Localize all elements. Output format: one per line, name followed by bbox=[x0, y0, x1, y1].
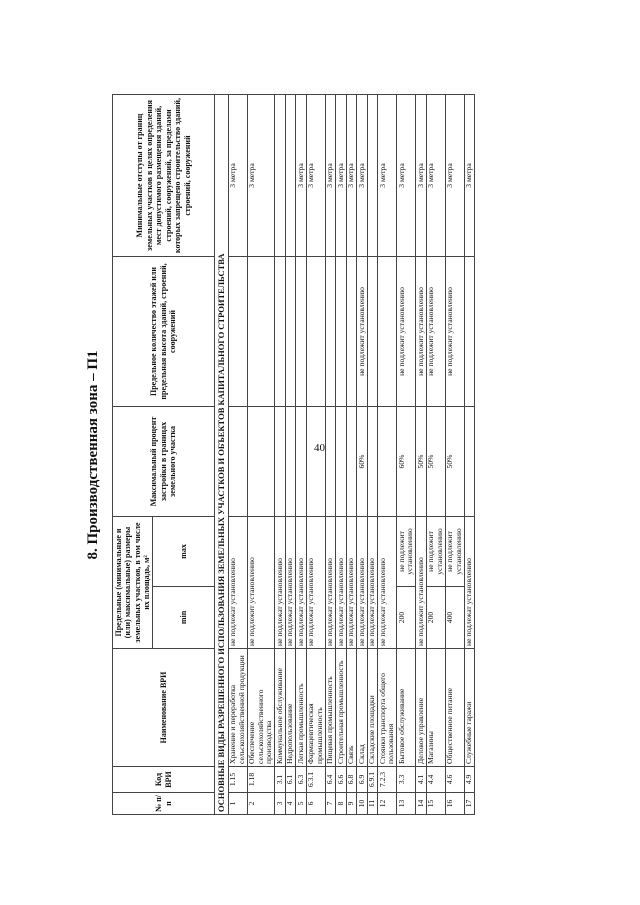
cell-setback bbox=[275, 95, 286, 257]
cell-pct bbox=[325, 407, 336, 517]
cell-floors bbox=[228, 257, 247, 407]
cell-n: 6 bbox=[306, 793, 325, 815]
cell-n: 7 bbox=[325, 793, 336, 815]
header-max: max bbox=[153, 517, 215, 587]
cell-pct bbox=[247, 407, 275, 517]
cell-name: Строительная промышленность bbox=[336, 649, 347, 767]
cell-floors bbox=[346, 257, 357, 407]
cell-n: 12 bbox=[378, 793, 397, 815]
cell-floors bbox=[367, 257, 378, 407]
table-row bbox=[336, 95, 347, 815]
table-row bbox=[378, 95, 397, 815]
cell-name: Магазины bbox=[426, 649, 445, 767]
cell-min: 200 bbox=[426, 587, 445, 649]
cell-size: не подлежит установлению bbox=[416, 517, 427, 649]
section-heading: ОСНОВНЫЕ ВИДЫ РАЗРЕШЕННОГО ИСПОЛЬЗОВАНИЯ ЗЕМЕЛЬНЫХ УЧАСТКОВ И ОБЪЕКТОВ КАПИТАЛЬНОГО СТРОИТЕЛЬСТВА bbox=[215, 95, 229, 815]
table-row bbox=[367, 95, 378, 815]
table-row bbox=[247, 95, 275, 815]
cell-name: Легкая промышленность bbox=[296, 649, 307, 767]
cell-n: 1 bbox=[228, 793, 247, 815]
cell-n: 15 bbox=[426, 793, 445, 815]
cell-setback: 3 метра bbox=[336, 95, 347, 257]
cell-setback: 3 метра bbox=[426, 95, 445, 257]
cell-size: не подлежат установлению bbox=[336, 517, 347, 649]
cell-pct: 50% bbox=[445, 407, 464, 517]
cell-code: 3.3 bbox=[397, 767, 416, 793]
cell-n: 10 bbox=[357, 793, 368, 815]
cell-setback: 3 метра bbox=[247, 95, 275, 257]
cell-n: 3 bbox=[275, 793, 286, 815]
cell-setback bbox=[367, 95, 378, 257]
cell-size: не подлежат установлению bbox=[346, 517, 357, 649]
cell-pct bbox=[367, 407, 378, 517]
table-row bbox=[464, 95, 475, 815]
cell-pct: 60% bbox=[357, 407, 368, 517]
cell-setback: 3 метра bbox=[378, 95, 397, 257]
cell-floors bbox=[285, 257, 296, 407]
cell-code: 6.8 bbox=[346, 767, 357, 793]
cell-code: 1.15 bbox=[228, 767, 247, 793]
cell-pct: 50% bbox=[416, 407, 427, 517]
cell-n: 13 bbox=[397, 793, 416, 815]
cell-code: 4.9 bbox=[464, 767, 475, 793]
header-code: Код ВРИ bbox=[113, 767, 215, 793]
cell-code: 4.6 bbox=[445, 767, 464, 793]
cell-name: Склад bbox=[357, 649, 368, 767]
cell-code: 4.4 bbox=[426, 767, 445, 793]
cell-n: 17 bbox=[464, 793, 475, 815]
table-row bbox=[228, 95, 247, 815]
header-name: Наименование ВРИ bbox=[113, 649, 215, 767]
cell-n: 14 bbox=[416, 793, 427, 815]
cell-pct bbox=[336, 407, 347, 517]
cell-min: 200 bbox=[397, 587, 416, 649]
cell-name: Деловое управление bbox=[416, 649, 427, 767]
cell-floors bbox=[336, 257, 347, 407]
cell-floors: не подлежит установлению bbox=[416, 257, 427, 407]
header-min: min bbox=[153, 587, 215, 649]
cell-setback: 3 метра bbox=[445, 95, 464, 257]
table-row bbox=[306, 95, 325, 815]
table-row bbox=[357, 95, 368, 815]
cell-name: Связь bbox=[346, 649, 357, 767]
cell-setback bbox=[285, 95, 296, 257]
cell-floors: не подлежит установлению bbox=[397, 257, 416, 407]
table-row bbox=[397, 95, 416, 815]
cell-code: 4.1 bbox=[416, 767, 427, 793]
cell-size: не подлежат установлению bbox=[296, 517, 307, 649]
cell-code: 6.3 bbox=[296, 767, 307, 793]
cell-size: не подлежат установлению bbox=[378, 517, 397, 649]
header-percent: Максимальный процент застройки в границах земельного участка bbox=[113, 407, 215, 517]
cell-name: Фармацевтическая промышленность bbox=[306, 649, 325, 767]
header-floors: Предельное количество этажей или предельная высота зданий, строений, сооружений bbox=[113, 257, 215, 407]
table-row bbox=[275, 95, 286, 815]
cell-pct bbox=[296, 407, 307, 517]
cell-floors bbox=[296, 257, 307, 407]
cell-setback: 3 метра bbox=[357, 95, 368, 257]
cell-size: не подлежат установлению bbox=[325, 517, 336, 649]
cell-pct bbox=[346, 407, 357, 517]
cell-max: не подлежит установлению bbox=[445, 517, 464, 587]
cell-pct: 50% bbox=[426, 407, 445, 517]
cell-n: 2 bbox=[247, 793, 275, 815]
table-row bbox=[296, 95, 307, 815]
cell-setback: 3 метра bbox=[464, 95, 475, 257]
cell-name: Обеспечение сельскохозяйственного производства bbox=[247, 649, 275, 767]
cell-floors: не подлежит установлению bbox=[357, 257, 368, 407]
cell-floors bbox=[378, 257, 397, 407]
cell-size: не подлежат установлению bbox=[275, 517, 286, 649]
cell-max: не подлежит установлению bbox=[426, 517, 445, 587]
cell-setback: 3 метра bbox=[296, 95, 307, 257]
cell-code: 6.3.1 bbox=[306, 767, 325, 793]
cell-floors: не подлежит установлению bbox=[445, 257, 464, 407]
cell-floors bbox=[325, 257, 336, 407]
cell-code: 6.6 bbox=[336, 767, 347, 793]
cell-n: 16 bbox=[445, 793, 464, 815]
cell-pct bbox=[228, 407, 247, 517]
table-row bbox=[346, 95, 357, 815]
rotated-content bbox=[82, 95, 502, 815]
cell-setback: 3 метра bbox=[306, 95, 325, 257]
cell-name: Коммунальное обслуживание bbox=[275, 649, 286, 767]
cell-pct bbox=[464, 407, 475, 517]
zone-table bbox=[112, 94, 475, 815]
header-setback: Минимальные отступы от границ земельных участков в целях определения мест допустимого размещения зданий, строений, сооружений, за пределами которых запрещено строительство зданий, строений, сооружений bbox=[113, 95, 215, 257]
header-num: № п/п bbox=[113, 793, 215, 815]
cell-setback: 3 метра bbox=[228, 95, 247, 257]
cell-size: не подлежат установлению bbox=[285, 517, 296, 649]
cell-name: Недропользование bbox=[285, 649, 296, 767]
cell-setback: 3 метра bbox=[346, 95, 357, 257]
cell-pct bbox=[378, 407, 397, 517]
cell-name: Складские площадки bbox=[367, 649, 378, 767]
cell-size: не подлежат установлению bbox=[367, 517, 378, 649]
cell-pct bbox=[285, 407, 296, 517]
page-number: 40 bbox=[314, 442, 325, 454]
table-row bbox=[445, 95, 464, 815]
cell-name: Общественное питание bbox=[445, 649, 464, 767]
cell-setback: 3 метра bbox=[325, 95, 336, 257]
cell-name: Пищевая промышленность bbox=[325, 649, 336, 767]
cell-pct bbox=[275, 407, 286, 517]
table-row bbox=[285, 95, 296, 815]
cell-name: Стоянки транспорта общего пользования bbox=[378, 649, 397, 767]
cell-code: 1.18 bbox=[247, 767, 275, 793]
cell-code: 7.2.3 bbox=[378, 767, 397, 793]
cell-pct: 60% bbox=[397, 407, 416, 517]
cell-code: 6.4 bbox=[325, 767, 336, 793]
cell-floors: не подлежит установлению bbox=[426, 257, 445, 407]
cell-code: 3.1 bbox=[275, 767, 286, 793]
cell-size: не подлежат установлению bbox=[306, 517, 325, 649]
cell-n: 5 bbox=[296, 793, 307, 815]
table-row bbox=[416, 95, 427, 815]
cell-code: 6.9 bbox=[357, 767, 368, 793]
cell-code: 6.9.1 bbox=[367, 767, 378, 793]
cell-min: 400 bbox=[445, 587, 464, 649]
cell-name: Бытовое обслуживание bbox=[397, 649, 416, 767]
table-row bbox=[426, 95, 445, 815]
cell-size: не подлежат установлению bbox=[464, 517, 475, 649]
cell-size: не подлежит установлению bbox=[247, 517, 275, 649]
cell-floors bbox=[464, 257, 475, 407]
cell-size: не подлежат установлению bbox=[357, 517, 368, 649]
cell-pct bbox=[306, 407, 325, 517]
cell-n: 4 bbox=[285, 793, 296, 815]
cell-floors bbox=[275, 257, 286, 407]
cell-setback: 3 метра bbox=[416, 95, 427, 257]
cell-max: не подлежит установлению bbox=[397, 517, 416, 587]
cell-size: не подлежат установлению bbox=[228, 517, 247, 649]
cell-n: 9 bbox=[346, 793, 357, 815]
header-size: Предельные (минимальные и (или) максимальные) размеры земельных участков, в том числе их площадь, м² bbox=[113, 517, 153, 649]
cell-n: 11 bbox=[367, 793, 378, 815]
cell-code: 6.1 bbox=[285, 767, 296, 793]
page-title: 8. Производственная зона – П1 bbox=[85, 350, 101, 560]
cell-n: 8 bbox=[336, 793, 347, 815]
cell-name: Служебные гаражи bbox=[464, 649, 475, 767]
table-row bbox=[325, 95, 336, 815]
cell-name: Хранение и переработка сельскохозяйственной продукции bbox=[228, 649, 247, 767]
cell-floors bbox=[247, 257, 275, 407]
cell-floors bbox=[306, 257, 325, 407]
cell-setback: 3 метра bbox=[397, 95, 416, 257]
